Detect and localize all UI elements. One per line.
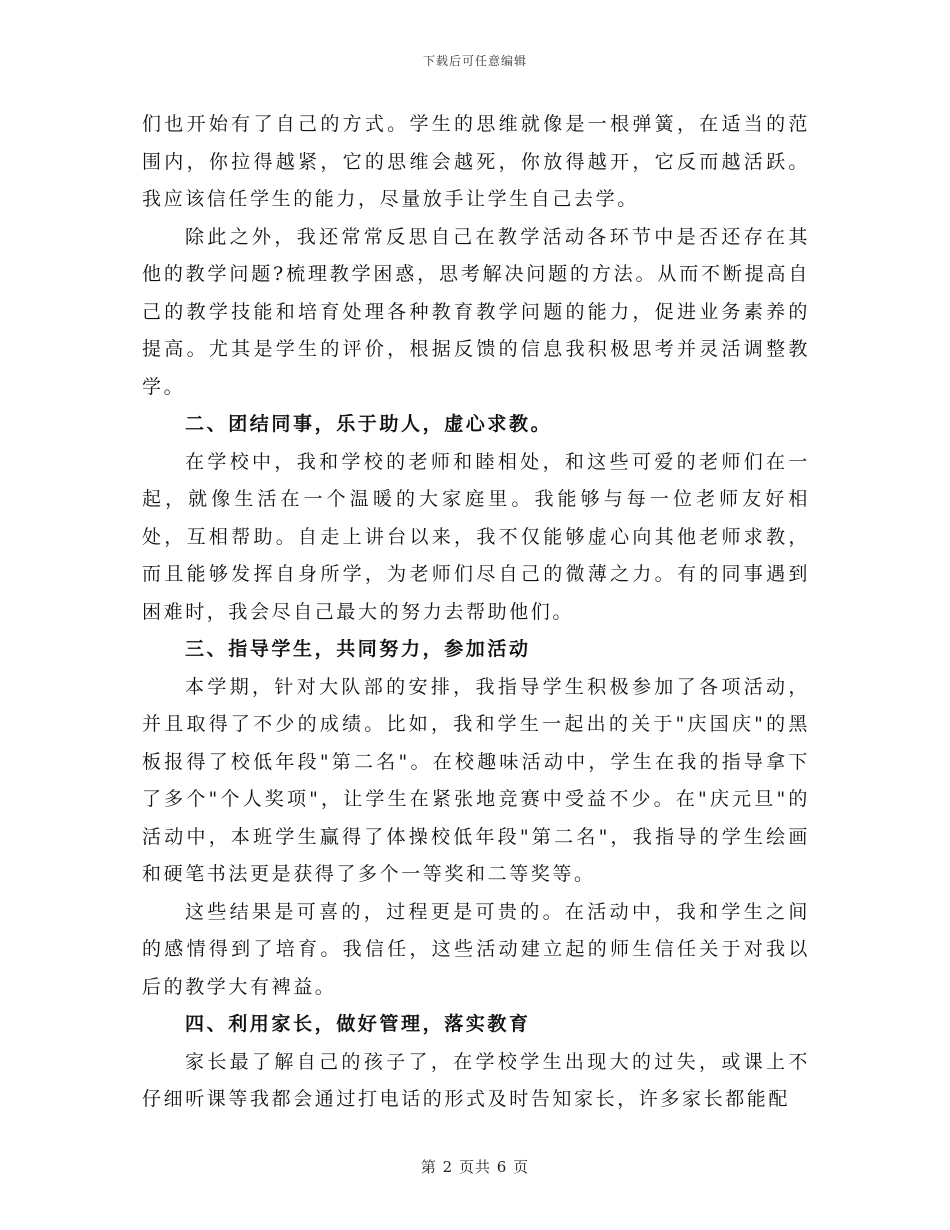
document-body xyxy=(142,106,810,1119)
paragraph-reflection: 除此之外，我还常常反思自己在教学活动各环节中是否还存在其他的教学问题?梳理教学困惑，思考解决问题的方法。从而不断提高自己的教学技能和培育处理各种教育教学问题的能力，促进业务素养的提高。尤其是学生的评价，根据反馈的信息我积极思考并灵活调整教学。 xyxy=(142,225,810,398)
paragraph-parents: 家长最了解自己的孩子了，在学校学生出现大的过失，或课上不仔细听课等我都会通过打电话的形式及时告知家长，许多家长都能配 xyxy=(142,1050,810,1110)
paragraph-continuation: 们也开始有了自己的方式。学生的思维就像是一根弹簧，在适当的范围内，你拉得越紧，它的思维会越死，你放得越开，它反而越活跃。我应该信任学生的能力，尽量放手让学生自己去学。 xyxy=(142,113,810,210)
page-header: 下载后可任意编辑 xyxy=(422,54,527,68)
section-heading-parents: 四、利用家长，做好管理，落实教育 xyxy=(185,1013,531,1035)
section-heading-colleagues: 二、团结同事，乐于助人，虚心求教。 xyxy=(185,413,553,435)
section-heading-activities: 三、指导学生，共同努力，参加活动 xyxy=(185,638,531,660)
page-footer: 第 2 页共 6 页 xyxy=(420,1158,530,1176)
paragraph-activities: 本学期，针对大队部的安排，我指导学生积极参加了各项活动，并且取得了不少的成绩。比如，我和学生一起出的关于"庆国庆"的黑板报得了校低年段"第二名"。在校趣味活动中，学生在我的指导拿下了多个"个人奖项"，让学生在紧张地竞赛中受益不少。在"庆元旦"的活动中，本班学生赢得了体操校低年段"第二名"，我指导的学生绘画和硬笔书法更是获得了多个一等奖和二等奖等。 xyxy=(142,675,810,885)
paragraph-colleagues: 在学校中，我和学校的老师和睦相处，和这些可爱的老师们在一起，就像生活在一个温暖的大家庭里。我能够与每一位老师友好相处，互相帮助。自走上讲台以来，我不仅能够虚心向其他老师求教，而且能够发挥自身所学，为老师们尽自己的微薄之力。有的同事遇到困难时，我会尽自己最大的努力去帮助他们。 xyxy=(142,450,810,623)
paragraph-results: 这些结果是可喜的，过程更是可贵的。在活动中，我和学生之间的感情得到了培育。我信任，这些活动建立起的师生信任关于对我以后的教学大有裨益。 xyxy=(142,900,810,998)
